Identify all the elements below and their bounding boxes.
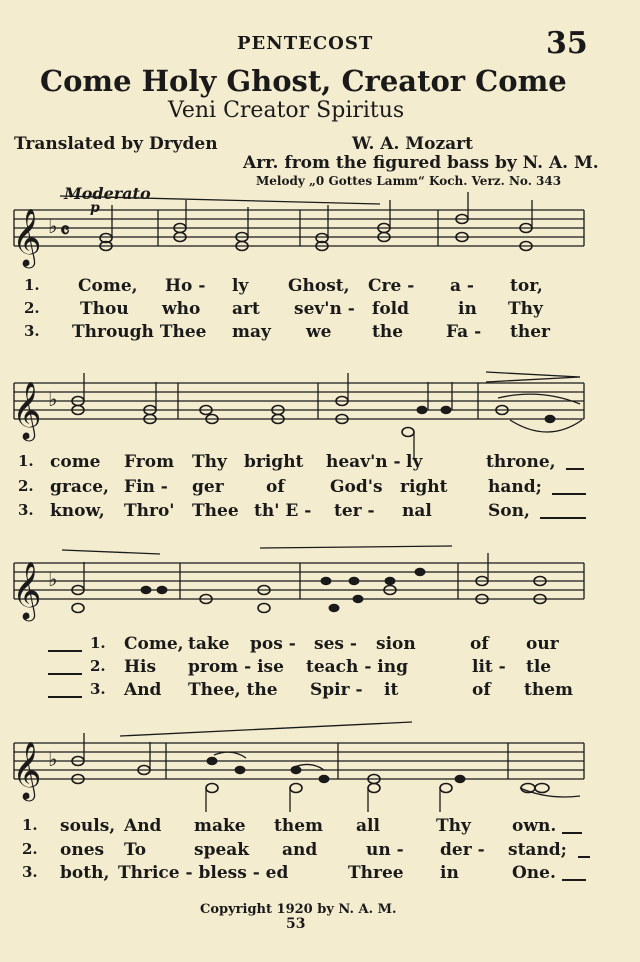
lyric-syllable: Thou: [80, 299, 129, 319]
verse-number: 3.: [24, 322, 40, 340]
lyric-syllable: know,: [50, 501, 105, 521]
verse-number: 3.: [22, 863, 38, 881]
lyric-syllable: ther: [510, 322, 550, 342]
lyric-syllable: Come,: [124, 634, 184, 654]
lyric-syllable: der -: [440, 840, 485, 860]
verse-number: 1.: [22, 816, 38, 834]
lyric-syllable: pos -: [250, 634, 296, 654]
lyric-syllable: Thy: [508, 299, 543, 319]
lyric-syllable: Come,: [78, 276, 138, 296]
lyric-syllable: of: [472, 680, 491, 700]
svg-text:♭: ♭: [48, 387, 58, 411]
lyric-syllable: ones: [60, 840, 105, 860]
treble-clef-icon: 𝄞: [12, 741, 42, 799]
lyric-syllable: th' E -: [254, 501, 312, 521]
verse-number: 2.: [24, 299, 40, 317]
lyric-syllable: Thy: [436, 816, 471, 836]
treble-clef-icon: 𝄞: [12, 381, 42, 439]
lyric-syllable: ly: [232, 276, 249, 296]
lyric-syllable: And: [124, 680, 162, 700]
lyric-syllable: Cre -: [368, 276, 415, 296]
lyric-syllable: our: [526, 634, 559, 654]
copyright-notice: Copyright 1920 by N. A. M.: [200, 902, 397, 917]
lyric-syllable: prom - ise: [188, 657, 284, 677]
translator-credit: Translated by Dryden: [14, 134, 218, 154]
lyric-syllable: And: [124, 816, 162, 836]
lyric-syllable: Fa -: [446, 322, 482, 342]
lyric-syllable: in: [458, 299, 477, 319]
lyric-syllable: a -: [450, 276, 474, 296]
lyric-syllable: own.: [512, 816, 557, 836]
lyric-syllable: them: [524, 680, 574, 700]
verse-number: 3.: [18, 501, 34, 519]
lyric-syllable: sion: [376, 634, 416, 654]
treble-clef-icon: 𝄞: [12, 208, 42, 266]
lyric-syllable: hand;: [488, 477, 542, 497]
verse-number: 1.: [18, 452, 34, 470]
svg-text:♭: ♭: [48, 747, 58, 771]
lyric-syllable: God's: [330, 477, 383, 497]
verse-number: 1.: [24, 276, 40, 294]
dynamic-marking: p: [90, 200, 100, 216]
lyric-syllable: Thrice - bless - ed: [118, 863, 289, 883]
lyric-syllable: One.: [512, 863, 556, 883]
extender-line: [48, 657, 82, 675]
lyric-syllable: tle: [526, 657, 552, 677]
lyric-syllable: may: [232, 322, 271, 342]
lyric-syllable: we: [306, 322, 332, 342]
lyric-syllable: Ho -: [165, 276, 206, 296]
verse-number: 2.: [90, 657, 106, 675]
extender-line: [566, 452, 584, 470]
lyric-syllable: From: [124, 452, 175, 472]
lyric-syllable: tor,: [510, 276, 543, 296]
lyric-syllable: Spir -: [310, 680, 363, 700]
lyric-syllable: come: [50, 452, 101, 472]
lyric-syllable: teach - ing: [306, 657, 408, 677]
lyric-syllable: of: [470, 634, 489, 654]
extender-line: [578, 840, 590, 858]
staff-system-3: [14, 563, 584, 599]
lyric-syllable: Through Thee: [72, 322, 207, 342]
verse-number: 1.: [90, 634, 106, 652]
lyric-syllable: all: [356, 816, 380, 836]
extender-line: [562, 816, 582, 834]
lyric-syllable: ger: [192, 477, 224, 497]
treble-clef-icon: 𝄞: [12, 561, 42, 619]
hymn-subtitle: Veni Creator Spiritus: [168, 98, 405, 123]
lyric-syllable: un -: [366, 840, 404, 860]
lyric-syllable: make: [194, 816, 246, 836]
lyric-syllable: Thy: [192, 452, 227, 472]
svg-text:𝄴: 𝄴: [60, 219, 70, 244]
page-number: 53: [286, 916, 306, 932]
lyric-syllable: throne,: [486, 452, 556, 472]
lyric-syllable: them: [274, 816, 324, 836]
lyric-syllable: grace,: [50, 477, 109, 497]
extender-line: [552, 477, 586, 495]
lyric-syllable: in: [440, 863, 459, 883]
lyric-syllable: souls,: [60, 816, 116, 836]
composer-credit: W. A. Mozart: [352, 134, 473, 154]
lyric-syllable: Fin -: [124, 477, 168, 497]
lyric-syllable: of: [266, 477, 285, 497]
lyric-syllable: it: [384, 680, 399, 700]
arranger-credit: Arr. from the figured bass by N. A. M.: [243, 153, 599, 173]
lyric-syllable: bright: [244, 452, 304, 472]
lyric-syllable: ter -: [334, 501, 375, 521]
lyric-syllable: the: [372, 322, 404, 342]
section-heading: PENTECOST: [237, 33, 374, 54]
lyric-syllable: Son,: [488, 501, 530, 521]
hymn-title: Come Holy Ghost, Creator Come: [40, 64, 567, 98]
lyric-syllable: fold: [372, 299, 409, 319]
lyric-syllable: His: [124, 657, 157, 677]
lyric-syllable: take: [188, 634, 230, 654]
lyric-syllable: Three: [348, 863, 404, 883]
lyric-syllable: art: [232, 299, 260, 319]
lyric-syllable: ly: [406, 452, 423, 472]
lyric-syllable: Thee: [192, 501, 239, 521]
svg-text:♭: ♭: [48, 214, 58, 238]
lyric-syllable: stand;: [508, 840, 567, 860]
lyric-syllable: nal: [402, 501, 432, 521]
extender-line: [562, 863, 586, 881]
staff-system-1: [14, 210, 584, 246]
lyric-syllable: both,: [60, 863, 110, 883]
lyric-syllable: heav'n -: [326, 452, 401, 472]
lyric-syllable: Thee, the: [188, 680, 278, 700]
lyric-syllable: sev'n -: [294, 299, 355, 319]
tempo-marking: Moderato: [64, 184, 151, 203]
staff-system-4: [14, 743, 584, 779]
verse-number: 2.: [18, 477, 34, 495]
lyric-syllable: right: [400, 477, 448, 497]
melody-source: Melody „0 Gottes Lamm“ Koch. Verz. No. 343: [256, 174, 562, 188]
lyric-syllable: To: [124, 840, 147, 860]
verse-number: 3.: [90, 680, 106, 698]
lyric-syllable: Thro': [124, 501, 175, 521]
extender-line: [540, 501, 586, 519]
extender-line: [48, 680, 82, 698]
extender-line: [48, 634, 82, 652]
lyric-syllable: who: [162, 299, 201, 319]
lyric-syllable: ses -: [314, 634, 357, 654]
verse-number: 2.: [22, 840, 38, 858]
lyric-syllable: Ghost,: [288, 276, 350, 296]
lyric-syllable: speak: [194, 840, 250, 860]
lyric-syllable: and: [282, 840, 318, 860]
hymn-number: 35: [546, 26, 588, 61]
svg-text:♭: ♭: [48, 567, 58, 591]
lyric-syllable: lit -: [472, 657, 506, 677]
